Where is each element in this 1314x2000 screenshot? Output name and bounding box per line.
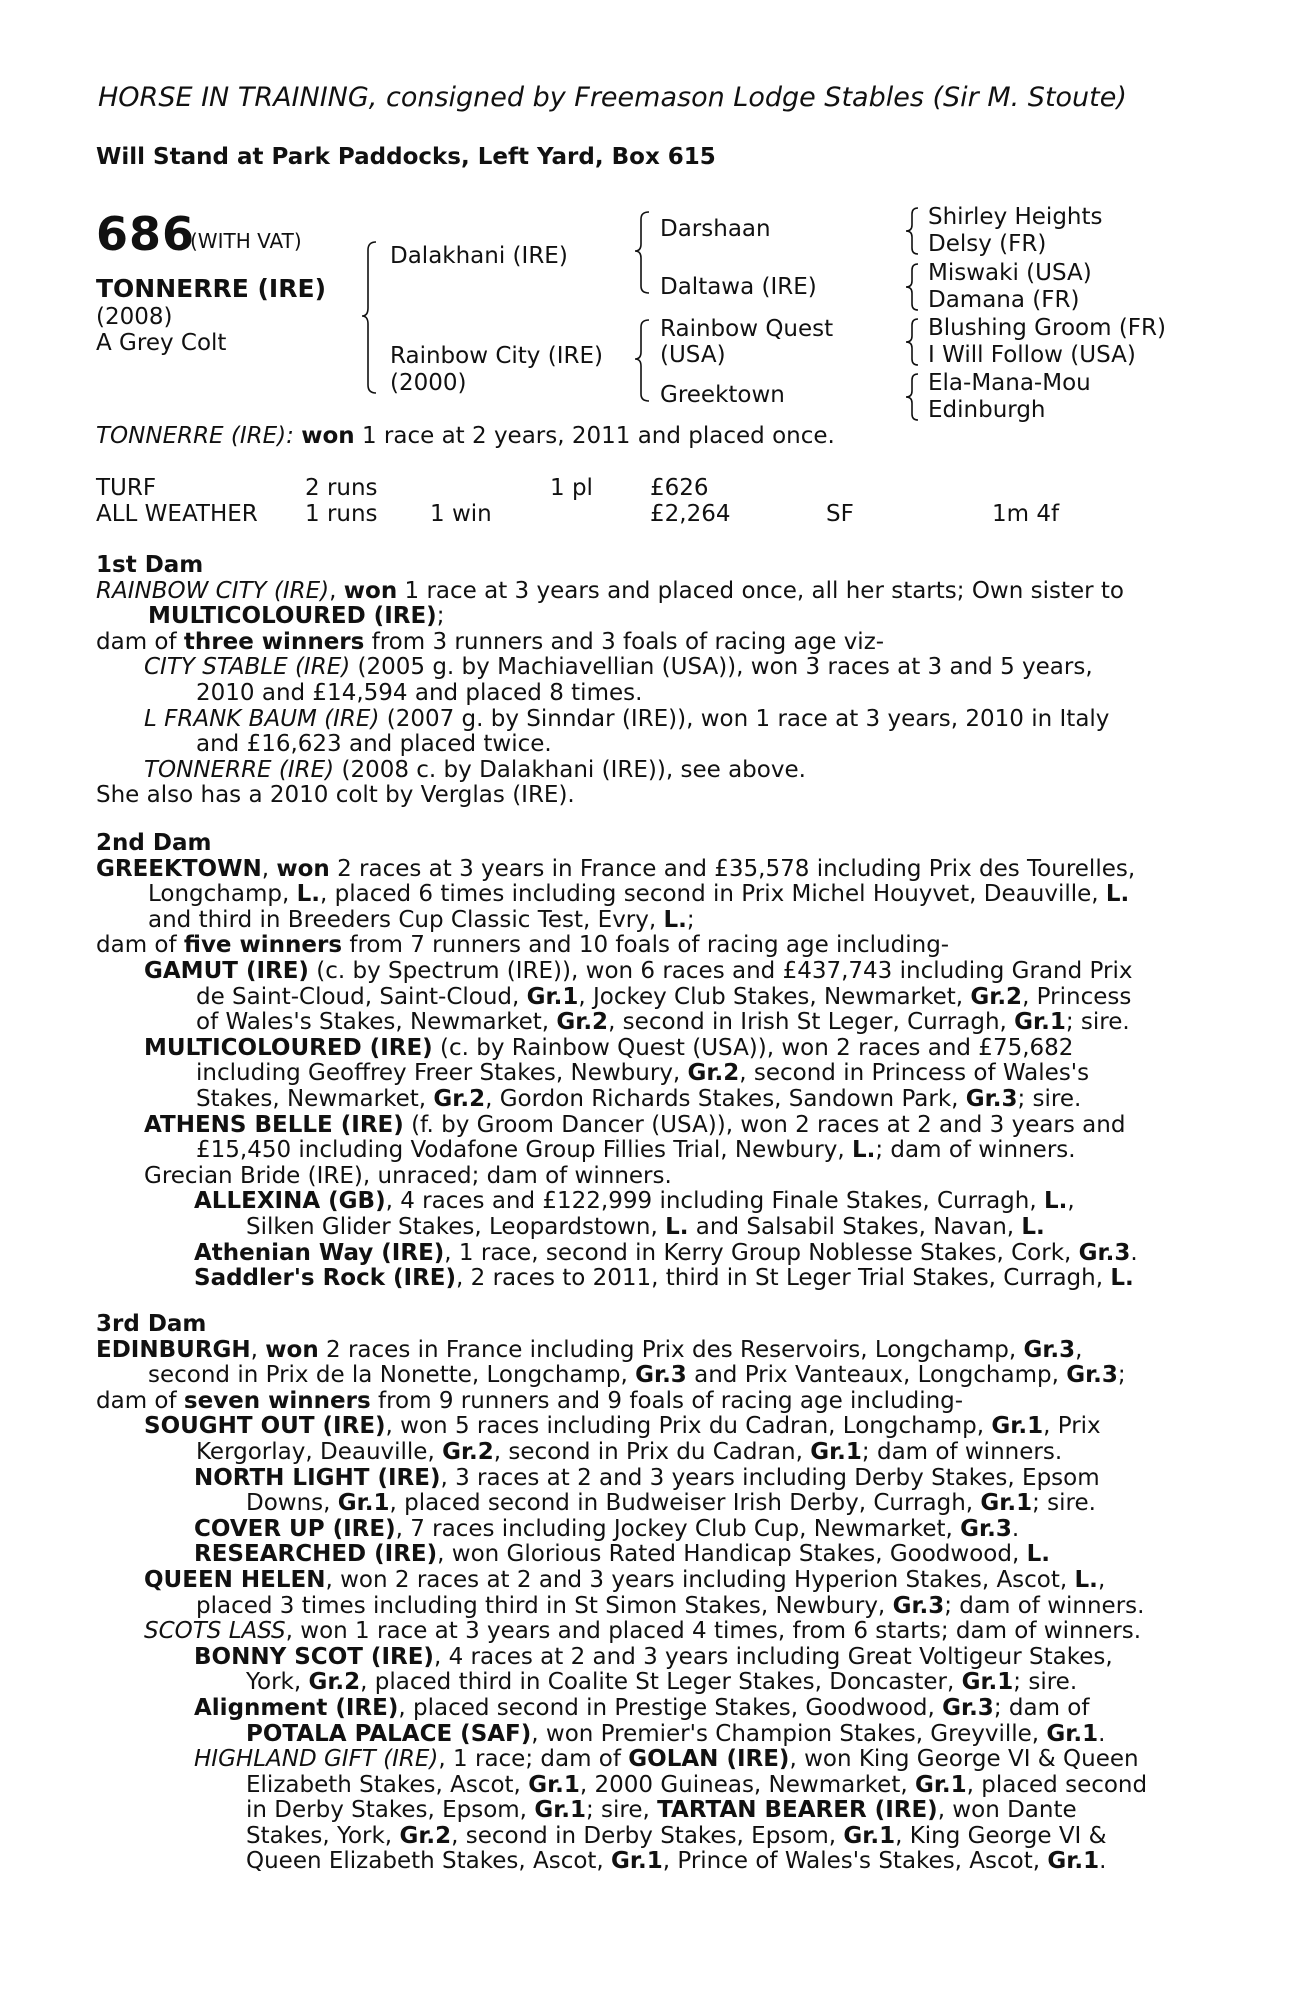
pedigree-bracket-4 xyxy=(906,206,922,256)
stat-wins-2: 1 win xyxy=(430,501,492,527)
first-dam-section: 1st Dam RAINBOW CITY (IRE), won 1 race at 3 years and placed once, all her starts; Own sister to MULTICOLOURED (IRE); dam of three winners from 3 runners and 3 foals of racing age viz- CITY STABLE (IRE) (2005 g. by Machiavellian (USA)), won 3 races at 3 and 5 years, 2010 and £14,594 and placed 8 times. L FRANK BAUM (IRE) (2007 g. by Sinndar (IRE)), won 1 race at 3 years, 2010 in Italy and £16,623 and placed twice. TONNERRE (IRE) (2008 c. by Dalakhani (IRE)), see above. She also has a 2010 colt by Verglas (IRE). xyxy=(96,553,1201,809)
race-summary: TONNERRE (IRE): won 1 race at 2 years, 2011 and placed once. xyxy=(96,423,835,449)
pedigree-g6: I Will Follow (USA) xyxy=(928,342,1136,368)
location-line: Will Stand at Park Paddocks, Left Yard, Box 615 xyxy=(96,144,716,170)
stat-distance-2: 1m 4f xyxy=(992,501,1060,527)
vat-note: (WITH VAT) xyxy=(190,229,302,253)
stat-runs-1: 2 runs xyxy=(305,475,378,501)
stat-placed-1: 1 pl xyxy=(550,475,593,501)
pedigree-dam-year: (2000) xyxy=(390,370,467,396)
section-title: 1st Dam xyxy=(96,552,204,578)
horse-year: (2008) xyxy=(96,304,173,330)
pedigree-bracket-1 xyxy=(362,240,382,395)
pedigree-g7: Ela-Mana-Mou xyxy=(928,370,1091,396)
pedigree-dam-sire: Rainbow Quest xyxy=(660,316,834,342)
pedigree-dam-sire-country: (USA) xyxy=(660,342,726,368)
pedigree-bracket-5 xyxy=(906,262,922,312)
stat-sf-2: SF xyxy=(826,501,854,527)
pedigree-g2: Delsy (FR) xyxy=(928,231,1047,257)
pedigree-g8: Edinburgh xyxy=(928,397,1046,423)
pedigree-bracket-7 xyxy=(906,372,922,422)
third-dam-section: 3rd Dam EDINBURGH, won 2 races in France including Prix des Reservoirs, Longchamp, Gr.3, second in Prix de la Nonette, Longchamp, Gr.3 and Prix Vanteaux, Longchamp, Gr.3; dam of seven winners from 9 runners and 9 foals of racing age including- SOUGHT OUT (IRE), won 5 races including Prix du Cadran, Longchamp, Gr.1, Prix Kergorlay, Deauville, Gr.2, second in Prix du Cadran, Gr.1; dam of winners. NORTH LIGHT (IRE), 3 races at 2 and 3 years including Derby Stakes, Epsom Downs, Gr.1, placed second in Budweiser Irish Derby, Curragh, Gr.1; sire. COVER UP (IRE), 7 races including Jockey Club Cup, Newmarket, Gr.3. RESEARCHED (IRE), won Glorious Rated Handicap Stakes, Goodwood, L. QUEEN HELEN, won 2 races at 2 and 3 years including Hyperion Stakes, Ascot, L., placed 3 times including third in St Simon Stakes, Newbury, Gr.3; dam of winners. SCOTS LASS, won 1 race at 3 years and placed 4 times, from 6 starts; dam of winners. BONNY SCOT (IRE), 4 races at 2 and 3 years including Great Voltigeur Stakes, York, Gr.2, placed third in Coalite St Leger Stakes, Doncaster, Gr.1; sire. Alignment (IRE), placed second in Prestige Stakes, Goodwood, Gr.3; dam of POTALA PALACE (SAF), won Premier's Champion Stakes, Greyville, Gr.1. HIGHLAND GIFT (IRE), 1 race; dam of GOLAN (IRE), won King George VI & Queen Elizabeth Stakes, Ascot, Gr.1, 2000 Guineas, Newmarket, Gr.1, placed second in Derby Stakes, Epsom, Gr.1; sire, TARTAN BEARER (IRE), won Dante Stakes, York, Gr.2, second in Derby Stakes, Epsom, Gr.1, King George VI & Queen Elizabeth Stakes, Ascot, Gr.1, Prince of Wales's Stakes, Ascot, Gr.1. xyxy=(96,1312,1201,1875)
stat-surface-2: ALL WEATHER xyxy=(96,501,258,527)
pedigree-bracket-6 xyxy=(906,317,922,367)
horse-name: TONNERRE (IRE) xyxy=(96,274,326,303)
pedigree-sire: Dalakhani (IRE) xyxy=(390,243,568,269)
page-header: HORSE IN TRAINING, consigned by Freemason Lodge Stables (Sir M. Stoute) xyxy=(98,82,1127,113)
stat-runs-2: 1 runs xyxy=(305,501,378,527)
pedigree-g5: Blushing Groom (FR) xyxy=(928,315,1166,341)
pedigree-sire-sire: Darshaan xyxy=(660,216,771,242)
stat-surface-1: TURF xyxy=(96,475,157,501)
section-title: 2nd Dam xyxy=(96,830,212,856)
section-title: 3rd Dam xyxy=(96,1311,207,1337)
stat-money-2: £2,264 xyxy=(650,501,731,527)
pedigree-bracket-3 xyxy=(635,318,655,403)
pedigree-bracket-2 xyxy=(635,210,655,295)
horse-description: A Grey Colt xyxy=(96,330,227,356)
pedigree-g4: Damana (FR) xyxy=(928,287,1080,313)
stat-money-1: £626 xyxy=(650,475,709,501)
lot-number: 686 xyxy=(96,207,196,261)
pedigree-dam-dam: Greektown xyxy=(660,382,785,408)
pedigree-g1: Shirley Heights xyxy=(928,204,1103,230)
pedigree-sire-dam: Daltawa (IRE) xyxy=(660,274,817,300)
second-dam-section: 2nd Dam GREEKTOWN, won 2 races at 3 years in France and £35,578 including Prix des Tourelles, Longchamp, L., placed 6 times including second in Prix Michel Houyvet, Deauville, L. and third in Breeders Cup Classic Test, Evry, L.; dam of five winners from 7 runners and 10 foals of racing age including- GAMUT (IRE) (c. by Spectrum (IRE)), won 6 races and £437,743 including Grand Prix de Saint-Cloud, Saint-Cloud, Gr.1, Jockey Club Stakes, Newmarket, Gr.2, Princess of Wales's Stakes, Newmarket, Gr.2, second in Irish St Leger, Curragh, Gr.1; sire. MULTICOLOURED (IRE) (c. by Rainbow Quest (USA)), won 2 races and £75,682 including Geoffrey Freer Stakes, Newbury, Gr.2, second in Princess of Wales's Stakes, Newmarket, Gr.2, Gordon Richards Stakes, Sandown Park, Gr.3; sire. ATHENS BELLE (IRE) (f. by Groom Dancer (USA)), won 2 races at 2 and 3 years and £15,450 including Vodafone Group Fillies Trial, Newbury, L.; dam of winners. Grecian Bride (IRE), unraced; dam of winners. ALLEXINA (GB), 4 races and £122,999 including Finale Stakes, Curragh, L., Silken Glider Stakes, Leopardstown, L. and Salsabil Stakes, Navan, L. Athenian Way (IRE), 1 race, second in Kerry Group Noblesse Stakes, Cork, Gr.3. Saddler's Rock (IRE), 2 races to 2011, third in St Leger Trial Stakes, Curragh, L. xyxy=(96,831,1201,1292)
pedigree-dam: Rainbow City (IRE) xyxy=(390,343,603,369)
pedigree-g3: Miswaki (USA) xyxy=(928,260,1092,286)
